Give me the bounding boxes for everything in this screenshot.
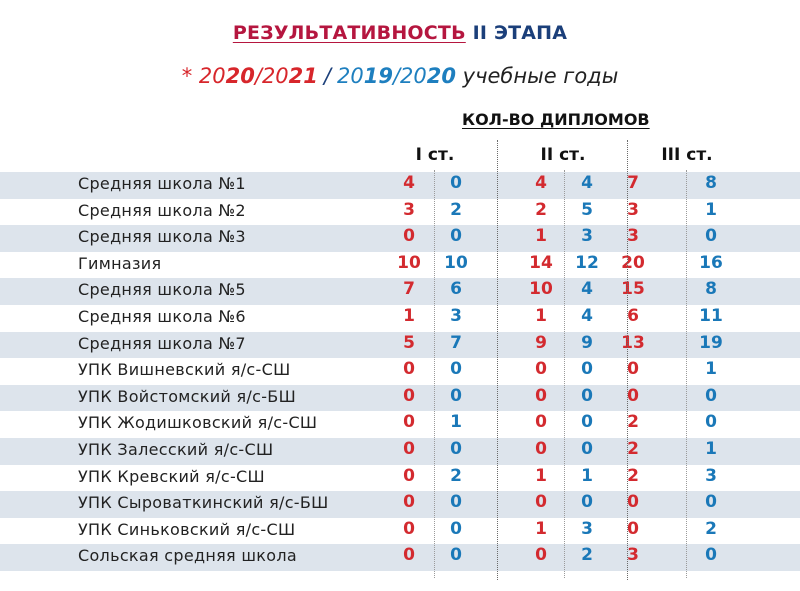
school-name: Средняя школа №5 bbox=[78, 280, 246, 300]
year1-a: 20 bbox=[198, 64, 226, 88]
table-row bbox=[0, 172, 800, 199]
subtitle-suffix: учебные годы bbox=[456, 64, 619, 88]
year2-c: 20 bbox=[400, 64, 427, 88]
diploma-count: 2 bbox=[627, 412, 639, 433]
diploma-count: 2 bbox=[627, 438, 639, 459]
school-name: Средняя школа №1 bbox=[78, 174, 246, 193]
stage-header-1: I ст. bbox=[415, 145, 455, 165]
diploma-count: 0 bbox=[403, 359, 415, 380]
diploma-count: 0 bbox=[403, 412, 415, 433]
diploma-count: 16 bbox=[699, 252, 723, 273]
table-row bbox=[0, 544, 800, 571]
diploma-count: 1 bbox=[705, 438, 717, 459]
diploma-count: 3 bbox=[450, 305, 462, 326]
diploma-count: 0 bbox=[581, 412, 593, 433]
table-row bbox=[0, 252, 800, 279]
table-row bbox=[0, 225, 800, 252]
column-divider bbox=[627, 140, 628, 580]
diploma-count: 3 bbox=[403, 199, 415, 220]
diploma-count: 1 bbox=[535, 305, 547, 326]
diploma-count: 6 bbox=[450, 279, 462, 300]
diploma-count: 15 bbox=[621, 279, 645, 300]
diploma-count: 0 bbox=[581, 492, 593, 513]
table-row bbox=[0, 358, 800, 385]
diploma-count: 0 bbox=[450, 492, 462, 513]
subcolumn-divider bbox=[564, 170, 565, 578]
table-row bbox=[0, 411, 800, 438]
title-part1: РЕЗУЛЬТАТИВНОСТЬ bbox=[232, 22, 466, 44]
diploma-count: 0 bbox=[535, 545, 547, 566]
diploma-count: 0 bbox=[450, 545, 462, 566]
diploma-count: 0 bbox=[581, 359, 593, 380]
diploma-count: 4 bbox=[581, 305, 593, 326]
table-row bbox=[0, 518, 800, 545]
diploma-count: 0 bbox=[535, 385, 547, 406]
diploma-count: 0 bbox=[581, 438, 593, 459]
diploma-count: 9 bbox=[581, 332, 593, 353]
table-row bbox=[0, 332, 800, 359]
diploma-count: 0 bbox=[705, 385, 717, 406]
school-name: Сольская средняя школа bbox=[78, 546, 297, 566]
diploma-count: 2 bbox=[450, 199, 462, 220]
diploma-count: 3 bbox=[627, 226, 639, 247]
diploma-count: 0 bbox=[450, 173, 462, 193]
diploma-count: 10 bbox=[444, 252, 468, 273]
diploma-count: 0 bbox=[705, 545, 717, 566]
diploma-count: 0 bbox=[535, 438, 547, 459]
school-name: Средняя школа №6 bbox=[78, 306, 246, 326]
year2-a: 20 bbox=[336, 64, 364, 88]
diploma-count: 0 bbox=[535, 359, 547, 380]
subcolumn-divider bbox=[434, 170, 435, 578]
diploma-count: 4 bbox=[581, 279, 593, 300]
school-name: УПК Жодишковский я/с-СШ bbox=[78, 413, 318, 433]
diploma-count: 0 bbox=[403, 438, 415, 459]
diploma-count: 14 bbox=[529, 252, 553, 273]
diploma-count: 0 bbox=[403, 385, 415, 406]
school-name: УПК Сыроваткинский я/с-БШ bbox=[78, 493, 329, 513]
table-row bbox=[0, 465, 800, 492]
diploma-count: 10 bbox=[529, 279, 553, 300]
subtitle bbox=[0, 64, 800, 88]
diploma-count: 0 bbox=[403, 492, 415, 513]
diploma-count: 4 bbox=[535, 173, 547, 193]
diploma-count: 0 bbox=[403, 545, 415, 566]
diploma-count: 1 bbox=[535, 226, 547, 247]
diploma-count: 7 bbox=[627, 173, 639, 193]
diploma-count: 19 bbox=[699, 332, 723, 353]
diploma-count: 7 bbox=[403, 279, 415, 300]
diploma-count: 4 bbox=[581, 173, 593, 193]
school-name: УПК Синьковский я/с-СШ bbox=[78, 519, 296, 539]
diploma-count: 0 bbox=[535, 492, 547, 513]
year1-slash: / bbox=[254, 64, 262, 88]
diploma-count: 2 bbox=[535, 199, 547, 220]
diploma-count: 0 bbox=[627, 518, 639, 539]
diploma-count: 8 bbox=[705, 279, 717, 300]
diploma-count: 0 bbox=[403, 226, 415, 247]
diploma-count: 2 bbox=[705, 518, 717, 539]
table-row bbox=[0, 278, 800, 305]
diploma-count: 0 bbox=[450, 359, 462, 380]
school-name: Гимназия bbox=[78, 253, 162, 273]
results-table bbox=[0, 172, 800, 571]
diploma-count: 0 bbox=[581, 385, 593, 406]
diploma-count: 2 bbox=[627, 465, 639, 486]
stage-header-2: II ст. bbox=[540, 145, 586, 165]
diploma-count: 0 bbox=[450, 385, 462, 406]
diploma-count: 0 bbox=[450, 438, 462, 459]
school-name: УПК Кревский я/с-СШ bbox=[78, 466, 265, 486]
diploma-count: 1 bbox=[450, 412, 462, 433]
diploma-count: 3 bbox=[581, 226, 593, 247]
diploma-count: 0 bbox=[450, 226, 462, 247]
table-row bbox=[0, 385, 800, 412]
column-divider bbox=[497, 140, 498, 580]
diploma-count: 3 bbox=[627, 199, 639, 220]
diplomas-header: КОЛ-ВО ДИПЛОМОВ bbox=[462, 110, 650, 129]
diploma-count: 4 bbox=[403, 173, 415, 193]
subtitle-separator: / bbox=[323, 64, 331, 88]
diploma-count: 12 bbox=[575, 252, 599, 273]
subtitle-star: * bbox=[181, 64, 199, 88]
school-name: УПК Вишневский я/с-СШ bbox=[78, 360, 291, 380]
year1-b: 20 bbox=[225, 64, 255, 88]
diploma-count: 0 bbox=[627, 359, 639, 380]
diploma-count: 3 bbox=[705, 465, 717, 486]
diploma-count: 0 bbox=[705, 226, 717, 247]
year2-slash: / bbox=[392, 64, 401, 88]
diploma-count: 0 bbox=[535, 412, 547, 433]
diploma-count: 1 bbox=[705, 359, 717, 380]
year1-d: 21 bbox=[288, 64, 318, 88]
diploma-count: 3 bbox=[581, 518, 593, 539]
diploma-count: 1 bbox=[705, 199, 717, 220]
stage-header-3: III ст. bbox=[661, 145, 713, 165]
diploma-count: 0 bbox=[705, 492, 717, 513]
diploma-count: 1 bbox=[403, 305, 415, 326]
page-title bbox=[0, 22, 800, 44]
school-name: Средняя школа №2 bbox=[78, 200, 246, 220]
diploma-count: 5 bbox=[581, 199, 593, 220]
table-row bbox=[0, 305, 800, 332]
year2-b: 19 bbox=[363, 64, 393, 88]
diploma-count: 1 bbox=[535, 518, 547, 539]
diploma-count: 10 bbox=[397, 252, 421, 273]
diploma-count: 6 bbox=[627, 305, 639, 326]
diploma-count: 7 bbox=[450, 332, 462, 353]
diploma-count: 20 bbox=[621, 252, 645, 273]
diploma-count: 0 bbox=[403, 518, 415, 539]
diploma-count: 13 bbox=[621, 332, 645, 353]
diploma-count: 0 bbox=[450, 518, 462, 539]
diploma-count: 5 bbox=[403, 332, 415, 353]
diploma-count: 0 bbox=[627, 385, 639, 406]
diploma-count: 9 bbox=[535, 332, 547, 353]
school-name: УПК Залесский я/с-СШ bbox=[78, 439, 274, 459]
year1-c: 20 bbox=[261, 64, 289, 88]
table-row bbox=[0, 491, 800, 518]
diploma-count: 8 bbox=[705, 173, 717, 193]
diploma-count: 3 bbox=[627, 545, 639, 566]
school-name: Средняя школа №7 bbox=[78, 333, 246, 353]
table-row bbox=[0, 438, 800, 465]
subcolumn-divider bbox=[686, 170, 687, 578]
title-part2: II ЭТАПА bbox=[472, 22, 568, 44]
diploma-count: 2 bbox=[581, 545, 593, 566]
diploma-count: 0 bbox=[705, 412, 717, 433]
diploma-count: 2 bbox=[450, 465, 462, 486]
diploma-count: 11 bbox=[699, 305, 723, 326]
table-row bbox=[0, 199, 800, 226]
diploma-count: 1 bbox=[535, 465, 547, 486]
school-name: УПК Войстомский я/с-БШ bbox=[78, 386, 296, 406]
school-name: Средняя школа №3 bbox=[78, 227, 246, 247]
diploma-count: 0 bbox=[627, 492, 639, 513]
year2-d: 20 bbox=[426, 64, 456, 88]
diploma-count: 1 bbox=[581, 465, 593, 486]
diploma-count: 0 bbox=[403, 465, 415, 486]
